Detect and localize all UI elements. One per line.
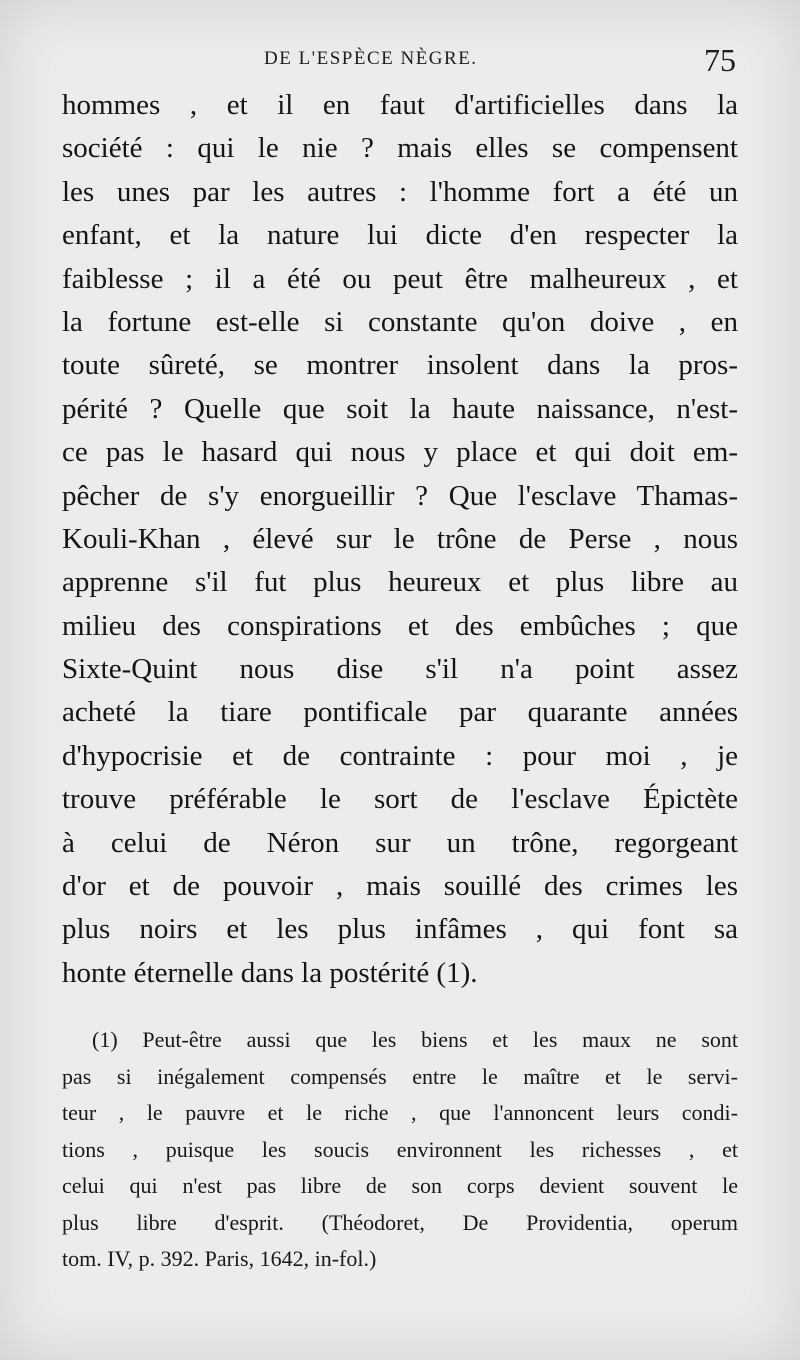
text-line: Kouli-Khan , élevé sur le trône de Perse , nous xyxy=(62,522,738,555)
page-number: 75 xyxy=(704,42,736,78)
text-line: milieu des conspirations et des embûches ; que xyxy=(62,609,738,642)
footnote-line: celui qui n'est pas libre de son corps devient souvent le xyxy=(62,1173,738,1198)
text-line: enfant, et la nature lui dicte d'en respecter la xyxy=(62,219,738,252)
page-header xyxy=(62,44,738,80)
running-title: DE L'ESPÈCE NÈGRE. xyxy=(264,48,478,69)
text-line: périté ? Quelle que soit la haute naissance, n'est- xyxy=(62,392,738,425)
footnote xyxy=(62,1022,738,1278)
text-line: faiblesse ; il a été ou peut être malheureux , et xyxy=(62,262,738,295)
text-line: société : qui le nie ? mais elles se compensent xyxy=(62,132,738,165)
main-text xyxy=(62,84,738,995)
text-line: d'hypocrisie et de contrainte : pour moi , je xyxy=(62,739,738,772)
text-line: les unes par les autres : l'homme fort a été un xyxy=(62,175,738,208)
text-line: hommes , et il en faut d'artificielles dans la xyxy=(62,89,738,121)
footnote-line: teur , le pauvre et le riche , que l'annoncent leurs condi- xyxy=(62,1100,738,1125)
text-line: Sixte-Quint nous dise s'il n'a point assez xyxy=(62,653,738,686)
text-line: la fortune est-elle si constante qu'on doive , en xyxy=(62,305,738,338)
text-line: honte éternelle dans la postérité (1). xyxy=(62,956,478,989)
text-line: ce pas le hasard qui nous y place et qui doit em- xyxy=(62,436,738,469)
text-line: à celui de Néron sur un trône, regorgeant xyxy=(62,826,738,859)
text-line: plus noirs et les plus infâmes , qui font sa xyxy=(62,913,738,946)
text-line: pêcher de s'y enorgueillir ? Que l'esclave Thamas- xyxy=(62,479,738,512)
text-line: trouve préférable le sort de l'esclave Épictète xyxy=(62,783,738,816)
footnote-line: (1) Peut-être aussi que les biens et les maux ne sont xyxy=(92,1027,738,1052)
footnote-line: tions , puisque les soucis environnent les richesses , et xyxy=(62,1136,738,1162)
footnote-line: pas si inégalement compensés entre le maître et le servi- xyxy=(62,1063,738,1089)
text-line: apprenne s'il fut plus heureux et plus libre au xyxy=(62,566,738,599)
text-line: toute sûreté, se montrer insolent dans la pros- xyxy=(62,349,738,382)
footnote-line: plus libre d'esprit. (Théodoret, De Providentia, operum xyxy=(62,1209,738,1235)
text-line: acheté la tiare pontificale par quarante années xyxy=(62,696,738,729)
footnote-line: tom. IV, p. 392. Paris, 1642, in-fol.) xyxy=(62,1246,377,1271)
text-line: d'or et de pouvoir , mais souillé des crimes les xyxy=(62,870,738,903)
